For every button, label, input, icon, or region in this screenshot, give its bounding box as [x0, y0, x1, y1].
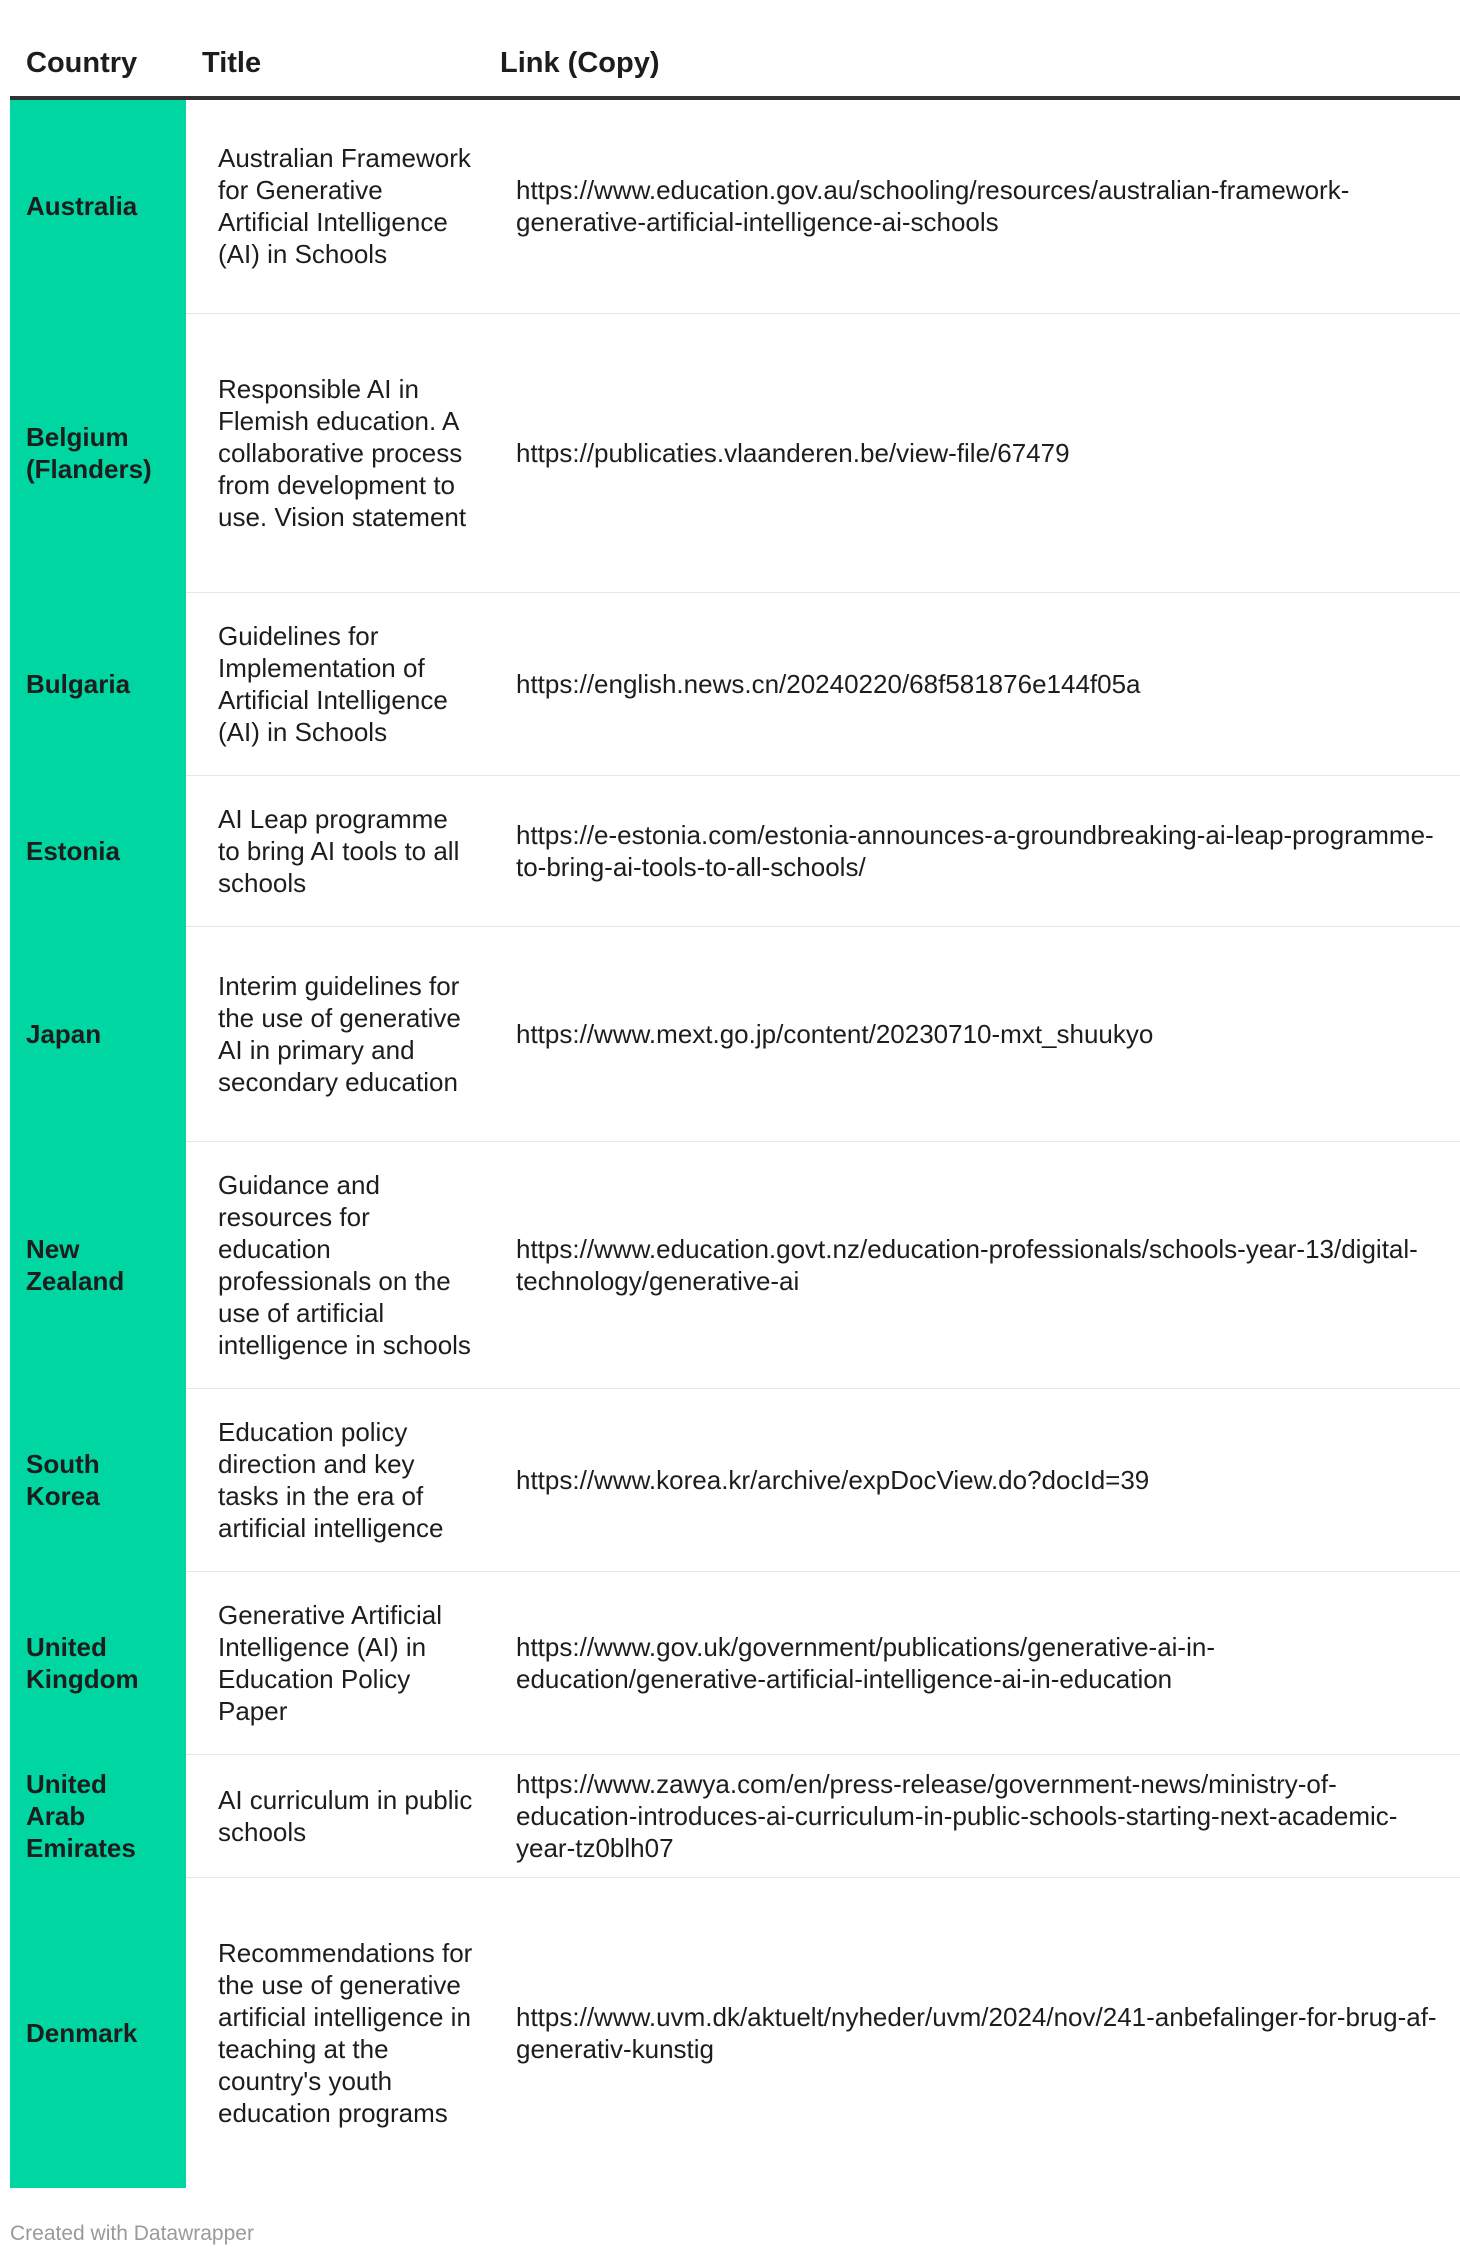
link-cell[interactable]: https://www.education.gov.au/schooling/resources/australian-framework-generative-artificial-intelligence-ai-schools — [484, 98, 1460, 313]
table-row — [10, 1141, 1460, 1388]
table-body — [10, 98, 1460, 2188]
country-cell: United Arab Emirates — [10, 1754, 186, 1877]
title-cell: Guidance and resources for education professionals on the use of artificial intelligence in schools — [186, 1141, 484, 1388]
country-cell: Bulgaria — [10, 592, 186, 775]
link-cell[interactable]: https://e-estonia.com/estonia-announces-a-groundbreaking-ai-leap-programme-to-bring-ai-tools-to-all-schools/ — [484, 775, 1460, 926]
country-cell: Estonia — [10, 775, 186, 926]
table-header — [10, 28, 1460, 98]
country-cell: New Zealand — [10, 1141, 186, 1388]
title-cell: Guidelines for Implementation of Artificial Intelligence (AI) in Schools — [186, 592, 484, 775]
column-header-country[interactable]: Country — [10, 28, 186, 98]
table-row — [10, 1754, 1460, 1877]
country-cell: Denmark — [10, 1877, 186, 2188]
title-cell: AI curriculum in public schools — [186, 1754, 484, 1877]
country-cell: Belgium (Flanders) — [10, 313, 186, 592]
table-row — [10, 1388, 1460, 1571]
country-cell: United Kingdom — [10, 1571, 186, 1754]
title-cell: Education policy direction and key tasks in the era of artificial intelligence — [186, 1388, 484, 1571]
country-cell: South Korea — [10, 1388, 186, 1571]
table-row — [10, 313, 1460, 592]
title-cell: AI Leap programme to bring AI tools to all schools — [186, 775, 484, 926]
link-cell[interactable]: https://english.news.cn/20240220/68f581876e144f05a — [484, 592, 1460, 775]
link-cell[interactable]: https://publicaties.vlaanderen.be/view-file/67479 — [484, 313, 1460, 592]
table-row — [10, 1877, 1460, 2188]
table-row — [10, 592, 1460, 775]
title-cell: Australian Framework for Generative Artificial Intelligence (AI) in Schools — [186, 98, 484, 313]
table-row — [10, 926, 1460, 1141]
link-cell[interactable]: https://www.uvm.dk/aktuelt/nyheder/uvm/2024/nov/241-anbefalinger-for-brug-af-generativ-kunstig — [516, 2001, 1437, 2064]
title-cell: Responsible AI in Flemish education. A collaborative process from development to use. Vision statement — [186, 313, 484, 592]
link-cell[interactable]: https://www.korea.kr/archive/expDocView.do?docId=39 — [484, 1388, 1460, 1571]
table-row — [10, 1571, 1460, 1754]
link-cell[interactable]: https://www.gov.uk/government/publications/generative-ai-in-education/generative-artificial-intelligence-ai-in-education — [484, 1571, 1460, 1754]
datawrapper-credit[interactable]: Created with Datawrapper — [10, 2222, 254, 2245]
country-cell: Japan — [10, 926, 186, 1141]
title-cell: Interim guidelines for the use of generative AI in primary and secondary education — [186, 926, 484, 1141]
link-cell[interactable]: https://www.zawya.com/en/press-release/government-news/ministry-of-education-introduces-ai-curriculum-in-public-schools-starting-next-academic-year-tz0blh07 — [484, 1754, 1460, 1877]
title-cell: Recommendations for the use of generative artificial intelligence in teaching at the country's youth education programs — [218, 1937, 473, 2128]
table-row — [10, 98, 1460, 313]
link-cell[interactable]: https://www.mext.go.jp/content/20230710-mxt_shuukyo — [484, 926, 1460, 1141]
title-cell: Generative Artificial Intelligence (AI) in Education Policy Paper — [186, 1571, 484, 1754]
table-row — [10, 775, 1460, 926]
policy-table — [10, 28, 1460, 2188]
country-cell: Australia — [10, 98, 186, 313]
column-header-title[interactable]: Title — [186, 28, 484, 98]
column-header-link[interactable]: Link (Copy) — [484, 28, 1460, 98]
link-cell[interactable]: https://www.education.govt.nz/education-professionals/schools-year-13/digital-technology/generative-ai — [484, 1141, 1460, 1388]
header-row — [10, 28, 1460, 98]
data-table-container — [10, 28, 1437, 2188]
